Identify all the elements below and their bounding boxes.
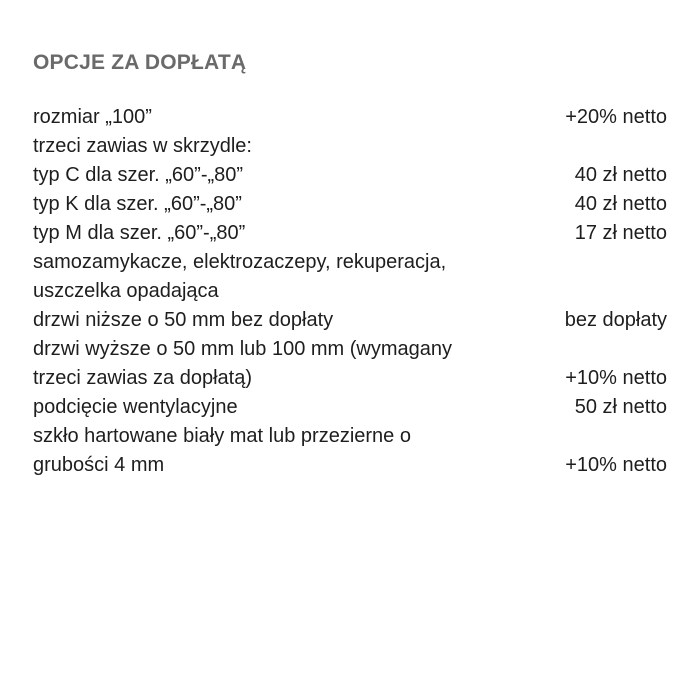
option-value: bez dopłaty xyxy=(564,309,667,331)
option-label xyxy=(33,306,553,335)
option-value: 40 zł netto xyxy=(574,193,667,215)
option-label-line: grubości 4 mm xyxy=(33,454,165,476)
options-table xyxy=(33,103,667,480)
table-row xyxy=(33,335,667,393)
option-label xyxy=(33,132,667,161)
option-label-line: typ C dla szer. „60”-„80” xyxy=(33,164,244,186)
option-label-line: drzwi wyższe o 50 mm lub 100 mm (wymagany xyxy=(33,338,453,360)
option-label-line: uszczelka opadająca xyxy=(33,280,219,302)
option-value: 50 zł netto xyxy=(574,396,667,418)
option-label-line: rozmiar „100” xyxy=(33,106,152,128)
table-row xyxy=(33,190,667,219)
option-label xyxy=(33,335,553,393)
option-label-line: samozamykacze, elektrozaczepy, rekuperacja, xyxy=(33,251,447,273)
table-row xyxy=(33,103,667,132)
option-value: +10% netto xyxy=(565,367,667,389)
table-row xyxy=(33,219,667,248)
option-label-line: typ K dla szer. „60”-„80” xyxy=(33,193,242,215)
table-row xyxy=(33,248,667,306)
option-label-line: trzeci zawias w skrzydle: xyxy=(33,135,252,157)
option-value: +10% netto xyxy=(565,454,667,476)
section-title: OPCJE ZA DOPŁATĄ xyxy=(33,51,247,74)
option-label-line: podcięcie wentylacyjne xyxy=(33,396,238,418)
option-label xyxy=(33,161,563,190)
table-row xyxy=(33,132,667,161)
option-label xyxy=(33,103,553,132)
option-label xyxy=(33,248,667,306)
option-label xyxy=(33,219,563,248)
option-value: 17 zł netto xyxy=(574,222,667,244)
option-label xyxy=(33,190,563,219)
table-row xyxy=(33,393,667,422)
option-value: +20% netto xyxy=(565,106,667,128)
option-label-line: trzeci zawias za dopłatą) xyxy=(33,367,252,389)
table-row xyxy=(33,161,667,190)
table-row xyxy=(33,306,667,335)
option-label xyxy=(33,393,563,422)
table-row xyxy=(33,422,667,480)
option-value: 40 zł netto xyxy=(574,164,667,186)
option-label-line: typ M dla szer. „60”-„80” xyxy=(33,222,246,244)
option-label xyxy=(33,422,553,480)
option-label-line: szkło hartowane biały mat lub przezierne o xyxy=(33,425,411,447)
option-label-line: drzwi niższe o 50 mm bez dopłaty xyxy=(33,309,334,331)
